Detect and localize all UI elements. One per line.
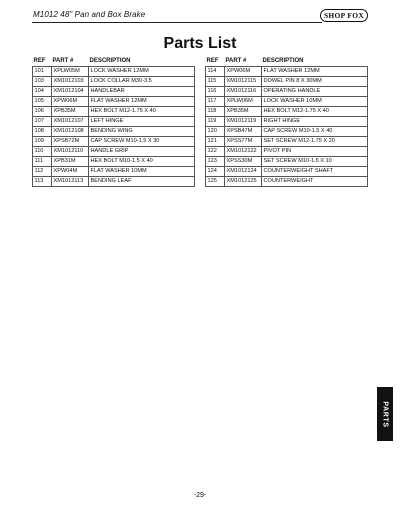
description-cell: LOCK COLLAR M30-3.5: [89, 77, 195, 87]
parts-table-right: [205, 57, 368, 187]
ref-cell: 106: [33, 107, 52, 117]
description-cell: COUNTERWEIGHT: [262, 177, 368, 187]
description-cell: FLAT WASHER 12MM: [262, 67, 368, 77]
description-cell: SET SCREW M12-1.75 X 20: [262, 137, 368, 147]
table-row: [206, 157, 368, 167]
table-row: [33, 117, 195, 127]
table-row: [33, 157, 195, 167]
table-row: [33, 127, 195, 137]
description-cell: COUNTERWEIGHT SHAFT: [262, 167, 368, 177]
ref-cell: 125: [206, 177, 225, 187]
ref-cell: 119: [206, 117, 225, 127]
description-cell: HANDLE GRIP: [89, 147, 195, 157]
part-number-cell: XPB35M: [225, 107, 262, 117]
section-tab-label: PARTS: [381, 400, 389, 428]
part-number-cell: XPSS30M: [225, 157, 262, 167]
description-cell: LEFT HINGE: [89, 117, 195, 127]
parts-table-left: [32, 57, 195, 187]
ref-cell: 121: [206, 137, 225, 147]
ref-cell: 114: [206, 67, 225, 77]
description-cell: OPERATING HANDLE: [262, 87, 368, 97]
description-cell: HEX BOLT M12-1.75 X 40: [262, 107, 368, 117]
part-number-cell: XM1012119: [225, 117, 262, 127]
table-row: [206, 97, 368, 107]
ref-cell: 113: [33, 177, 52, 187]
table-row: [206, 177, 368, 187]
description-cell: CAP SCREW M10-1.5 X 30: [89, 137, 195, 147]
description-cell: HEX BOLT M12-1.75 X 40: [89, 107, 195, 117]
table-row: [206, 127, 368, 137]
description-cell: SET SCREW M10-1.5 X 10: [262, 157, 368, 167]
part-number-cell: XPB31M: [52, 157, 89, 167]
description-cell: DOWEL PIN 8 X 30MM: [262, 77, 368, 87]
ref-cell: 112: [33, 167, 52, 177]
description-cell: CAP SCREW M10-1.5 X 40: [262, 127, 368, 137]
column-header-ref: REF: [206, 58, 219, 64]
part-number-cell: XPW06M: [225, 67, 262, 77]
page-number: -29-: [193, 492, 207, 499]
table-row: [206, 87, 368, 97]
header-divider: [32, 22, 322, 23]
part-number-cell: XPLW05M: [52, 67, 89, 77]
table-header-row: [33, 57, 195, 67]
part-number-cell: XPSS77M: [225, 137, 262, 147]
section-tab-parts: [377, 387, 393, 441]
page-title: Parts List: [163, 35, 237, 52]
column-header-description: DESCRIPTION: [89, 58, 131, 64]
description-cell: BENDING WING: [89, 127, 195, 137]
ref-cell: 120: [206, 127, 225, 137]
description-cell: RIGHT HINGE: [262, 117, 368, 127]
part-number-cell: XPW06M: [52, 97, 89, 107]
description-cell: LOCK WASHER 10MM: [262, 97, 368, 107]
ref-cell: 107: [33, 117, 52, 127]
description-cell: BENDING LEAF: [89, 177, 195, 187]
ref-cell: 103: [33, 77, 52, 87]
ref-cell: 108: [33, 127, 52, 137]
ref-cell: 115: [206, 77, 225, 87]
ref-cell: 105: [33, 97, 52, 107]
part-number-cell: XM1012108: [52, 127, 89, 137]
ref-cell: 124: [206, 167, 225, 177]
document-title: M1012 48" Pan and Box Brake: [33, 10, 146, 19]
ref-cell: 104: [33, 87, 52, 97]
table-row: [206, 167, 368, 177]
table-row: [206, 107, 368, 117]
table-row: [33, 77, 195, 87]
table-row: [33, 87, 195, 97]
column-header-part: PART #: [225, 58, 247, 64]
ref-cell: 110: [33, 147, 52, 157]
ref-cell: 116: [206, 87, 225, 97]
column-header-description: DESCRIPTION: [262, 58, 304, 64]
part-number-cell: XPW04M: [52, 167, 89, 177]
part-number-cell: XM1012103: [52, 77, 89, 87]
part-number-cell: XM1012116: [225, 87, 262, 97]
part-number-cell: XM1012104: [52, 87, 89, 97]
description-cell: LOCK WASHER 12MM: [89, 67, 195, 77]
column-header-ref: REF: [33, 58, 46, 64]
description-cell: FLAT WASHER 12MM: [89, 97, 195, 107]
table-row: [206, 67, 368, 77]
table-row: [33, 167, 195, 177]
logo-text: SHOP FOX: [323, 11, 365, 20]
table-row: [206, 77, 368, 87]
table-row: [206, 137, 368, 147]
part-number-cell: XM1012125: [225, 177, 262, 187]
description-cell: HANDLEBAR: [89, 87, 195, 97]
table-row: [206, 147, 368, 157]
description-cell: PIVOT PIN: [262, 147, 368, 157]
table-row: [33, 137, 195, 147]
brand-logo: [320, 9, 368, 22]
table-row: [33, 147, 195, 157]
table-row: [33, 97, 195, 107]
table-header-row: [206, 57, 368, 67]
ref-cell: 118: [206, 107, 225, 117]
table-row: [33, 177, 195, 187]
table-row: [33, 107, 195, 117]
ref-cell: 101: [33, 67, 52, 77]
ref-cell: 109: [33, 137, 52, 147]
part-number-cell: XPSB72M: [52, 137, 89, 147]
part-number-cell: XM1012107: [52, 117, 89, 127]
ref-cell: 122: [206, 147, 225, 157]
part-number-cell: XM1012110: [52, 147, 89, 157]
part-number-cell: XPLW06M: [225, 97, 262, 107]
ref-cell: 111: [33, 157, 52, 167]
table-row: [206, 117, 368, 127]
part-number-cell: XPSB47M: [225, 127, 262, 137]
ref-cell: 123: [206, 157, 225, 167]
part-number-cell: XPB35M: [52, 107, 89, 117]
description-cell: HEX BOLT M10-1.5 X 40: [89, 157, 195, 167]
part-number-cell: XM1012124: [225, 167, 262, 177]
description-cell: FLAT WASHER 10MM: [89, 167, 195, 177]
part-number-cell: XM1012122: [225, 147, 262, 157]
table-row: [33, 67, 195, 77]
part-number-cell: XM1012113: [52, 177, 89, 187]
ref-cell: 117: [206, 97, 225, 107]
column-header-part: PART #: [52, 58, 74, 64]
part-number-cell: XM1012115: [225, 77, 262, 87]
